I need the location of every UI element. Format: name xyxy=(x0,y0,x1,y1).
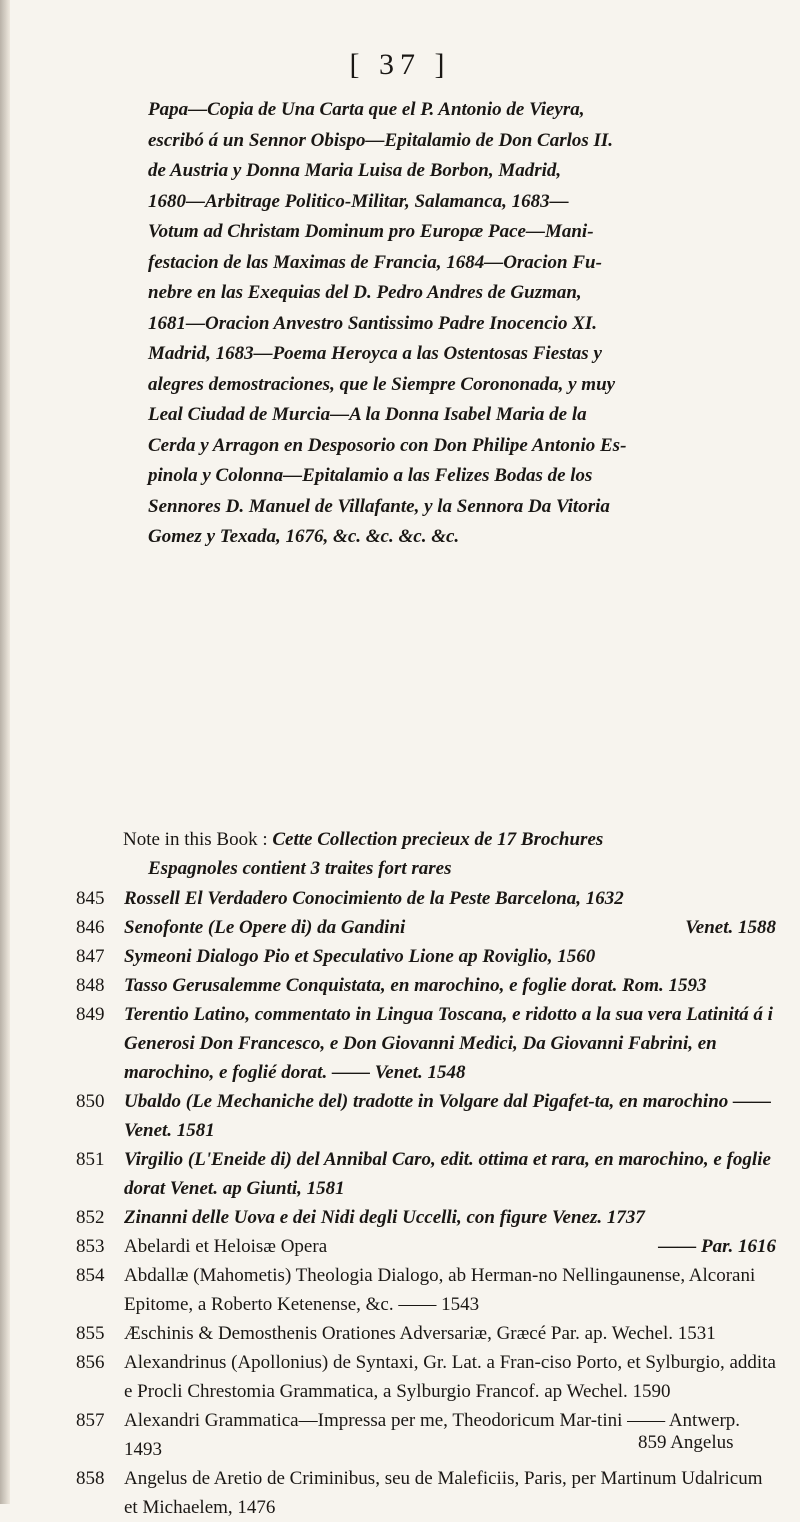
note-text: Cette Collection precieux de 17 Brochures xyxy=(272,829,604,850)
entry-number: 849 xyxy=(76,1004,105,1025)
entry-text: Virgilio (L'Eneide di) del Annibal Caro, edit. ottima et rara, en marochino, e foglie dorat Venet. ap Giunti, 1581 xyxy=(124,1149,771,1199)
entry-number: 855 xyxy=(76,1323,105,1344)
entry-number: 846 xyxy=(76,917,105,938)
binding-shadow xyxy=(0,0,10,1504)
entry-text: Æschinis & Demosthenis Orationes Adversariæ, Græcé Par. ap. Wechel. 1531 xyxy=(124,1323,716,1344)
entry-number: 847 xyxy=(76,946,105,967)
page-number: [ 37 ] xyxy=(349,48,451,81)
intro-line: de Austria y Donna Maria Luisa de Borbon, Madrid, xyxy=(148,160,562,181)
entry-text: Ubaldo (Le Mechaniche del) tradotte in Volgare dal Pigafet-ta, en marochino —— Venet. 1581 xyxy=(124,1091,772,1141)
entry-text: Zinanni delle Uova e dei Nidi degli Uccelli, con figure Venez. 1737 xyxy=(124,1207,645,1228)
entry-number: 857 xyxy=(76,1410,105,1431)
entry-text: Alexandri Grammatica—Impressa per me, Theodoricum Mar-tini —— Antwerp. 1493 xyxy=(124,1410,741,1460)
catalogue-entry xyxy=(76,1232,776,1261)
entry-imprint: Venet. 1588 xyxy=(685,917,776,938)
intro-line: alegres demostraciones, que le Siempre Corononada, y muy xyxy=(148,373,616,395)
intro-line: festacion de las Maximas de Francia, 1684—Oracion Fu- xyxy=(148,251,602,273)
entry-imprint: —— Par. 1616 xyxy=(658,1236,776,1257)
intro-line: escribó á un Sennor Obispo—Epitalamio de Don Carlos II. xyxy=(148,129,614,151)
entry-text: Tasso Gerusalemme Conquistata, en marochino, e foglie dorat. Rom. 1593 xyxy=(124,975,707,996)
catalogue-entry xyxy=(76,942,776,971)
entry-number: 850 xyxy=(76,1091,105,1112)
catalogue-entry xyxy=(76,1145,776,1203)
entry-number: 845 xyxy=(76,888,105,909)
catalogue-entry xyxy=(76,1203,776,1232)
note-continuation: Espagnoles contient 3 traites fort rares xyxy=(148,858,452,879)
entry-number: 854 xyxy=(76,1265,105,1286)
intro-line: nebre en las Exequias del D. Pedro Andres de Guzman, xyxy=(148,282,582,303)
intro-line: 1681—Oracion Anvestro Santissimo Padre Inocencio XI. xyxy=(148,312,598,334)
intro-line: Sennores D. Manuel de Villafante, y la Sennora Da Vitoria xyxy=(148,495,610,517)
entry-text: Alexandrinus (Apollonius) de Syntaxi, Gr. Lat. a Fran-ciso Porto, et Sylburgio, addita e Procli Chrestomia Grammatica, a Sylburgio Francof. ap Wechel. 1590 xyxy=(124,1352,776,1402)
catalogue-entry xyxy=(76,1348,776,1406)
entry-number: 851 xyxy=(76,1149,105,1170)
entry-title: Abelardi et Heloisæ Opera xyxy=(124,1236,328,1257)
catalogue-entry xyxy=(76,884,776,913)
catalogue-entry xyxy=(76,1261,776,1319)
note-block xyxy=(123,825,763,883)
entry-number: 856 xyxy=(76,1352,105,1373)
entry-title: Senofonte (Le Opere di) da Gandini xyxy=(124,917,406,938)
intro-line: Cerda y Arragon en Desposorio con Don Philipe Antonio Es- xyxy=(148,434,627,456)
intro-line: Madrid, 1683—Poema Heroyca a las Ostentosas Fiestas y xyxy=(148,343,602,364)
entry-number: 848 xyxy=(76,975,105,996)
entry-text: Terentio Latino, commentato in Lingua Toscana, e ridotto a la sua vera Latinitá á i Generosi Don Francesco, e Don Giovanni Medici, Da Giovanni Fabrini, en marochino, e foglié dorat. —— Venet. 1548 xyxy=(124,1004,773,1083)
entry-text: Symeoni Dialogo Pio et Speculativo Lione ap Roviglio, 1560 xyxy=(124,946,596,967)
catalogue-entry xyxy=(76,1464,776,1522)
note-lead: Note in this Book : xyxy=(123,829,268,850)
entry-number: 852 xyxy=(76,1207,105,1228)
entry-number: 858 xyxy=(76,1468,105,1489)
entry-text: Rossell El Verdadero Conocimiento de la Peste Barcelona, 1632 xyxy=(124,888,624,909)
entry-text: Angelus de Aretio de Criminibus, seu de Maleficiis, Paris, per Martinum Udalricum et Michaelem, 1476 xyxy=(124,1468,763,1518)
intro-paragraph xyxy=(148,95,763,553)
entry-text: Abdallæ (Mahometis) Theologia Dialogo, ab Herman-no Nellingaunense, Alcorani Epitome, a Roberto Ketenense, &c. —— 1543 xyxy=(124,1265,756,1315)
catchword: 859 Angelus xyxy=(638,1432,734,1453)
entry-text xyxy=(124,1232,776,1261)
intro-line: Gomez y Texada, 1676, &c. &c. &c. &c. xyxy=(148,526,460,547)
entry-text xyxy=(124,913,776,942)
intro-line: Leal Ciudad de Murcia—A la Donna Isabel Maria de la xyxy=(148,404,587,425)
intro-line: Papa—Copia de Una Carta que el P. Antonio de Vieyra, xyxy=(148,99,585,120)
catalogue-entry xyxy=(76,971,776,1000)
intro-line: pinola y Colonna—Epitalamio a las Felizes Bodas de los xyxy=(148,465,593,486)
intro-line: Votum ad Christam Dominum pro Europæ Pace—Mani- xyxy=(148,221,594,242)
intro-line: 1680—Arbitrage Politico-Militar, Salamanca, 1683— xyxy=(148,190,569,212)
catalogue-entries xyxy=(76,884,776,1522)
catalogue-entry xyxy=(76,913,776,942)
catalogue-entry xyxy=(76,1087,776,1145)
catalogue-entry xyxy=(76,1000,776,1087)
catalogue-entry xyxy=(76,1319,776,1348)
entry-number: 853 xyxy=(76,1236,105,1257)
